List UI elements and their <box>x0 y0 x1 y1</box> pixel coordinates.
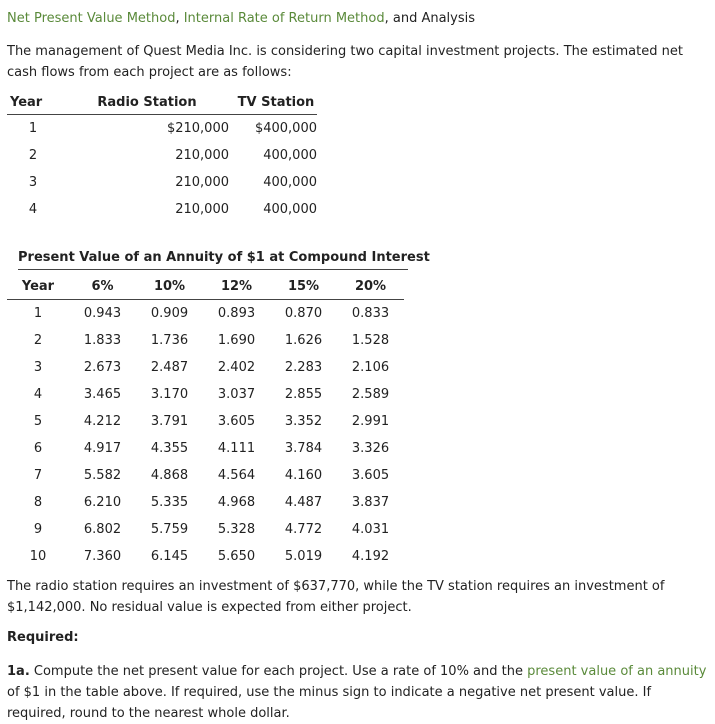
pv-table-title: Present Value of an Annuity of $1 at Compound Interest <box>18 250 408 270</box>
page-title <box>7 10 475 28</box>
col-header-15pct: 15% <box>270 273 337 300</box>
pv-header-row <box>7 273 404 300</box>
factor-cell: 4.772 <box>284 522 323 537</box>
year-cell: 2 <box>28 148 38 163</box>
intro-paragraph: The management of Quest Media Inc. is considering two capital investment projects. The estimated net cash flows from each project are as follows: <box>7 44 683 80</box>
factor-cell: 1.833 <box>83 333 122 348</box>
factor-cell: 5.335 <box>150 495 189 510</box>
factor-cell: 4.968 <box>217 495 256 510</box>
year-cell: 4 <box>28 202 38 217</box>
table-row <box>7 408 404 435</box>
year-cell: 4 <box>33 387 43 402</box>
year-cell: 7 <box>33 468 43 483</box>
factor-cell: 0.943 <box>83 306 122 321</box>
factor-cell: 0.893 <box>217 306 256 321</box>
factor-cell: 3.170 <box>150 387 189 402</box>
tv-cell: 400,000 <box>263 202 317 217</box>
factor-cell: 4.487 <box>284 495 323 510</box>
question-1a-text-before: Compute the net present value for each project. Use a rate of 10% and the <box>29 664 528 679</box>
factor-cell: 3.605 <box>351 468 390 483</box>
table-row <box>7 489 404 516</box>
question-1a <box>7 661 713 724</box>
factor-cell: 5.582 <box>83 468 122 483</box>
factor-cell: 3.326 <box>351 441 390 456</box>
cash-flow-header-row <box>7 90 317 115</box>
pv-annuity-link[interactable]: present value of an annuity <box>527 664 707 679</box>
factor-cell: 2.106 <box>351 360 390 375</box>
factor-cell: 3.837 <box>351 495 390 510</box>
table-row <box>7 462 404 489</box>
year-cell: 1 <box>28 121 38 136</box>
radio-cell: 210,000 <box>175 202 229 217</box>
factor-cell: 0.870 <box>284 306 323 321</box>
factor-cell: 4.868 <box>150 468 189 483</box>
factor-cell: 4.212 <box>83 414 122 429</box>
factor-cell: 2.283 <box>284 360 323 375</box>
col-header-20pct: 20% <box>337 273 404 300</box>
irr-method-link[interactable]: Internal Rate of Return Method <box>183 11 385 26</box>
factor-cell: 3.352 <box>284 414 323 429</box>
table-row <box>7 381 404 408</box>
radio-cell: 210,000 <box>175 175 229 190</box>
table-row <box>7 300 404 328</box>
factor-cell: 4.564 <box>217 468 256 483</box>
col-header-year: Year <box>7 273 69 300</box>
tv-cell: 400,000 <box>263 175 317 190</box>
factor-cell: 7.360 <box>83 549 122 564</box>
factor-cell: 4.192 <box>351 549 390 564</box>
table-row <box>7 354 404 381</box>
factor-cell: 2.589 <box>351 387 390 402</box>
factor-cell: 4.111 <box>217 441 256 456</box>
factor-cell: 5.019 <box>284 549 323 564</box>
factor-cell: 0.909 <box>150 306 189 321</box>
table-row <box>7 516 404 543</box>
investment-paragraph: The radio station requires an investment of $637,770, while the TV station requires an investment of $1,142,000. No residual value is expected from either project. <box>7 579 665 615</box>
factor-cell: 6.802 <box>83 522 122 537</box>
table-row <box>7 327 404 354</box>
factor-cell: 1.690 <box>217 333 256 348</box>
col-header-6pct: 6% <box>69 273 136 300</box>
table-row <box>7 169 317 196</box>
question-1a-text-after: of $1 in the table above. If required, use the minus sign to indicate a negative net present value. If required, round to the nearest whole dollar. <box>7 685 652 721</box>
col-header-year: Year <box>7 90 59 115</box>
factor-cell: 3.791 <box>150 414 189 429</box>
table-row <box>7 115 317 143</box>
factor-cell: 3.037 <box>217 387 256 402</box>
factor-cell: 6.210 <box>83 495 122 510</box>
year-cell: 3 <box>33 360 43 375</box>
factor-cell: 3.465 <box>83 387 122 402</box>
factor-cell: 1.626 <box>284 333 323 348</box>
table-row <box>7 543 404 570</box>
factor-cell: 4.160 <box>284 468 323 483</box>
required-heading: Required: <box>7 630 79 645</box>
factor-cell: 0.833 <box>351 306 390 321</box>
col-header-10pct: 10% <box>136 273 203 300</box>
factor-cell: 4.355 <box>150 441 189 456</box>
factor-cell: 5.328 <box>217 522 256 537</box>
pv-table-body <box>7 300 404 571</box>
tv-cell: $400,000 <box>254 121 317 136</box>
year-cell: 1 <box>33 306 43 321</box>
factor-cell: 6.145 <box>150 549 189 564</box>
radio-cell: 210,000 <box>175 148 229 163</box>
factor-cell: 5.759 <box>150 522 189 537</box>
factor-cell: 2.487 <box>150 360 189 375</box>
factor-cell: 2.855 <box>284 387 323 402</box>
factor-cell: 3.784 <box>284 441 323 456</box>
factor-cell: 1.528 <box>351 333 390 348</box>
year-cell: 5 <box>33 414 43 429</box>
year-cell: 9 <box>33 522 43 537</box>
npv-method-link[interactable]: Net Present Value Method <box>7 11 176 26</box>
cash-flow-table <box>7 90 317 223</box>
year-cell: 8 <box>33 495 43 510</box>
year-cell: 6 <box>33 441 43 456</box>
table-row <box>7 435 404 462</box>
table-row <box>7 196 317 223</box>
col-header-tv: TV Station <box>235 90 317 115</box>
question-1a-label: 1a. <box>7 664 30 679</box>
factor-cell: 3.605 <box>217 414 256 429</box>
pv-annuity-table <box>7 273 404 570</box>
factor-cell: 2.402 <box>217 360 256 375</box>
factor-cell: 2.673 <box>83 360 122 375</box>
year-cell: 10 <box>29 549 47 564</box>
factor-cell: 5.650 <box>217 549 256 564</box>
year-cell: 3 <box>28 175 38 190</box>
table-row <box>7 142 317 169</box>
factor-cell: 1.736 <box>150 333 189 348</box>
tv-cell: 400,000 <box>263 148 317 163</box>
radio-cell: $210,000 <box>166 121 229 136</box>
factor-cell: 4.917 <box>83 441 122 456</box>
col-header-12pct: 12% <box>203 273 270 300</box>
title-rest: , and Analysis <box>384 11 476 26</box>
col-header-radio: Radio Station <box>59 90 235 115</box>
factor-cell: 2.991 <box>351 414 390 429</box>
factor-cell: 4.031 <box>351 522 390 537</box>
year-cell: 2 <box>33 333 43 348</box>
title-separator: , <box>175 11 184 26</box>
